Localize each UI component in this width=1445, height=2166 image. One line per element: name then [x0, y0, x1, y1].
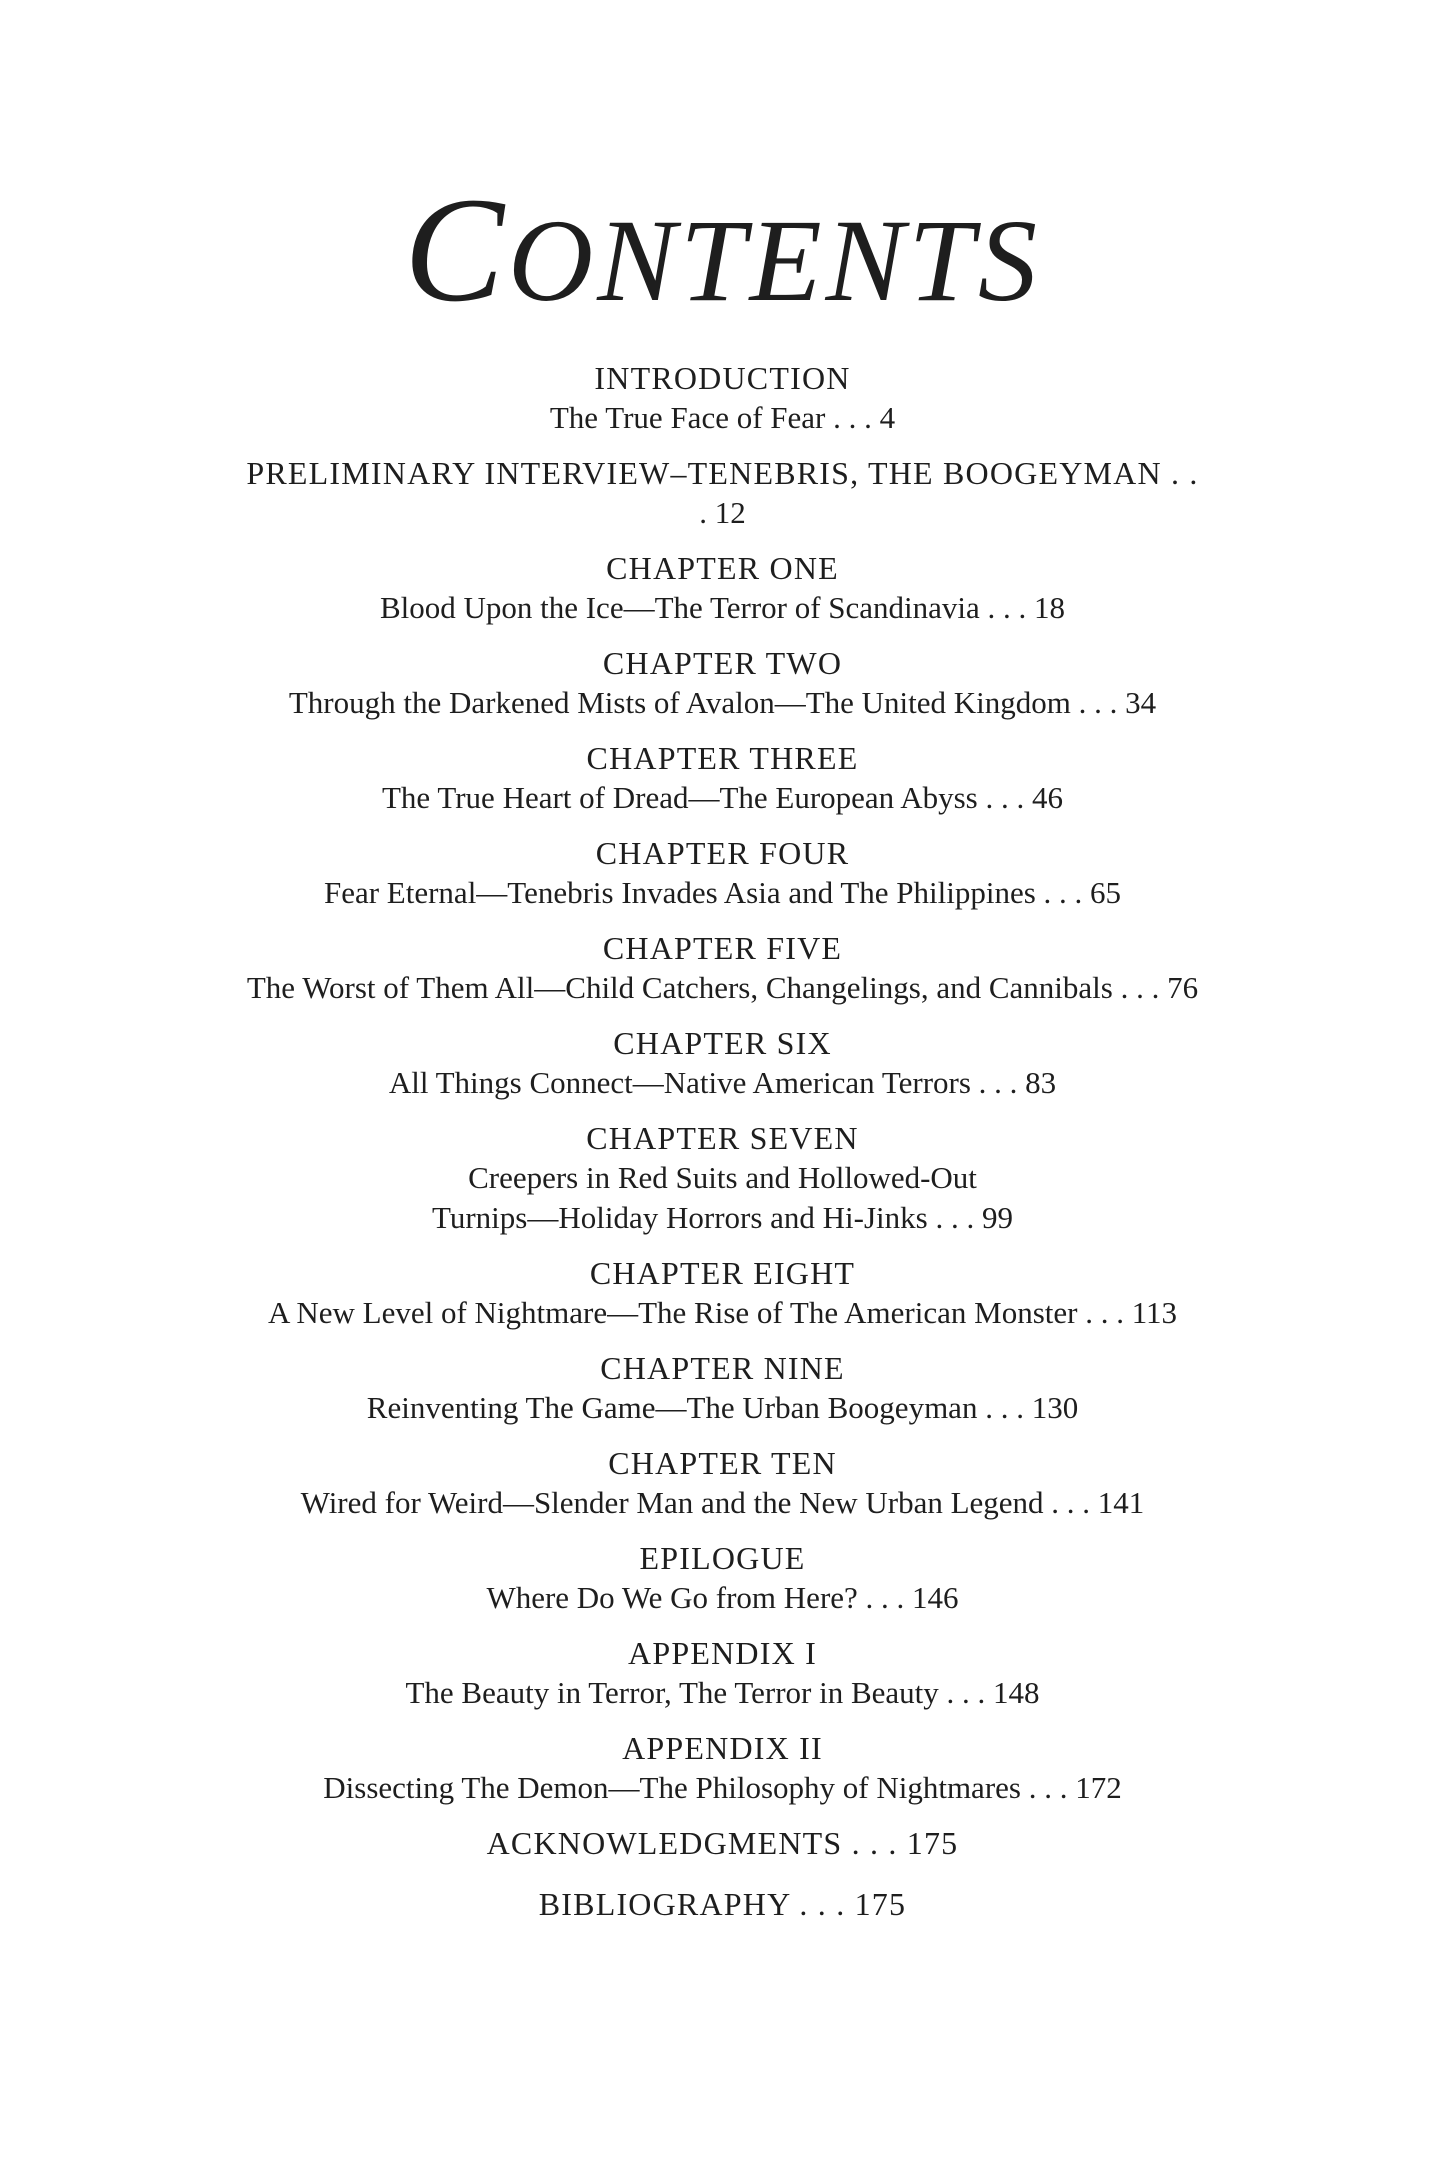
page-title: CONTENTS	[403, 167, 1042, 333]
toc-entry	[140, 1023, 1305, 1103]
toc-entry-subtitle: Creepers in Red Suits and Hollowed-Out	[468, 1160, 977, 1195]
toc-entry-heading: INTRODUCTION	[594, 360, 851, 396]
toc-entry-subtitle: The True Face of Fear . . . 4	[549, 400, 896, 435]
toc-entry-heading: CHAPTER FIVE	[602, 930, 843, 966]
toc-entry-heading: CHAPTER ONE	[606, 550, 839, 586]
toc-entry-heading: CHAPTER EIGHT	[589, 1255, 856, 1291]
toc-entry	[140, 1633, 1305, 1713]
toc-entry-heading: PRELIMINARY INTERVIEW–TENEBRIS, THE BOOGEYMAN . .	[246, 455, 1199, 491]
table-of-contents	[140, 358, 1305, 1945]
toc-entry-subtitle: Fear Eternal—Tenebris Invades Asia and The Philippines . . . 65	[323, 875, 1122, 910]
toc-entry-subtitle: Dissecting The Demon—The Philosophy of Nightmares . . . 172	[323, 1770, 1122, 1805]
toc-entry-heading: CHAPTER SEVEN	[586, 1120, 859, 1156]
toc-entry	[140, 548, 1305, 628]
toc-entry-subtitle: A New Level of Nightmare—The Rise of The American Monster . . . 113	[267, 1295, 1178, 1330]
toc-entry-subtitle: Turnips—Holiday Horrors and Hi-Jinks . . . 99	[432, 1200, 1013, 1235]
toc-entry-heading: CHAPTER SIX	[613, 1025, 832, 1061]
toc-entry-heading: CHAPTER NINE	[600, 1350, 845, 1386]
toc-entry	[140, 1823, 1305, 1863]
toc-entry-subtitle: . 12	[699, 495, 746, 530]
toc-entry	[140, 643, 1305, 723]
toc-entry-subtitle: The True Heart of Dread—The European Abyss . . . 46	[382, 780, 1063, 815]
toc-entry	[140, 738, 1305, 818]
toc-entry-subtitle: All Things Connect—Native American Terrors . . . 83	[388, 1065, 1057, 1100]
toc-entry	[140, 1443, 1305, 1523]
toc-entry-heading: CHAPTER FOUR	[595, 835, 850, 871]
toc-entry	[140, 453, 1305, 533]
toc-entry-subtitle: Where Do We Go from Here? . . . 146	[486, 1580, 959, 1615]
toc-entry-subtitle: Reinventing The Game—The Urban Boogeyman . . . 130	[366, 1390, 1079, 1425]
toc-entry	[140, 1538, 1305, 1618]
toc-entry-heading: CHAPTER TWO	[602, 645, 843, 681]
toc-entry	[140, 1728, 1305, 1808]
toc-entry-heading: APPENDIX I	[628, 1635, 817, 1671]
toc-entry-heading: APPENDIX II	[622, 1730, 823, 1766]
toc-entry-heading: CHAPTER TEN	[608, 1445, 837, 1481]
toc-entry-heading: CHAPTER THREE	[586, 740, 859, 776]
toc-entry-subtitle: Through the Darkened Mists of Avalon—The United Kingdom . . . 34	[288, 685, 1157, 720]
toc-entry	[140, 1253, 1305, 1333]
toc-entry-subtitle: Wired for Weird—Slender Man and the New Urban Legend . . . 141	[300, 1485, 1145, 1520]
toc-entry	[140, 358, 1305, 438]
toc-entry-subtitle: The Worst of Them All—Child Catchers, Changelings, and Cannibals . . . 76	[246, 970, 1199, 1005]
toc-entry	[140, 1348, 1305, 1428]
toc-entry	[140, 928, 1305, 1008]
toc-entry	[140, 1884, 1305, 1924]
toc-entry-heading: BIBLIOGRAPHY . . . 175	[538, 1886, 907, 1922]
toc-entry	[140, 833, 1305, 913]
toc-entry-heading: EPILOGUE	[639, 1540, 806, 1576]
toc-entry-subtitle: The Beauty in Terror, The Terror in Beauty . . . 148	[405, 1675, 1040, 1710]
toc-entry-heading: ACKNOWLEDGMENTS . . . 175	[486, 1825, 959, 1861]
toc-entry	[140, 1118, 1305, 1238]
toc-entry-subtitle: Blood Upon the Ice—The Terror of Scandinavia . . . 18	[379, 590, 1066, 625]
